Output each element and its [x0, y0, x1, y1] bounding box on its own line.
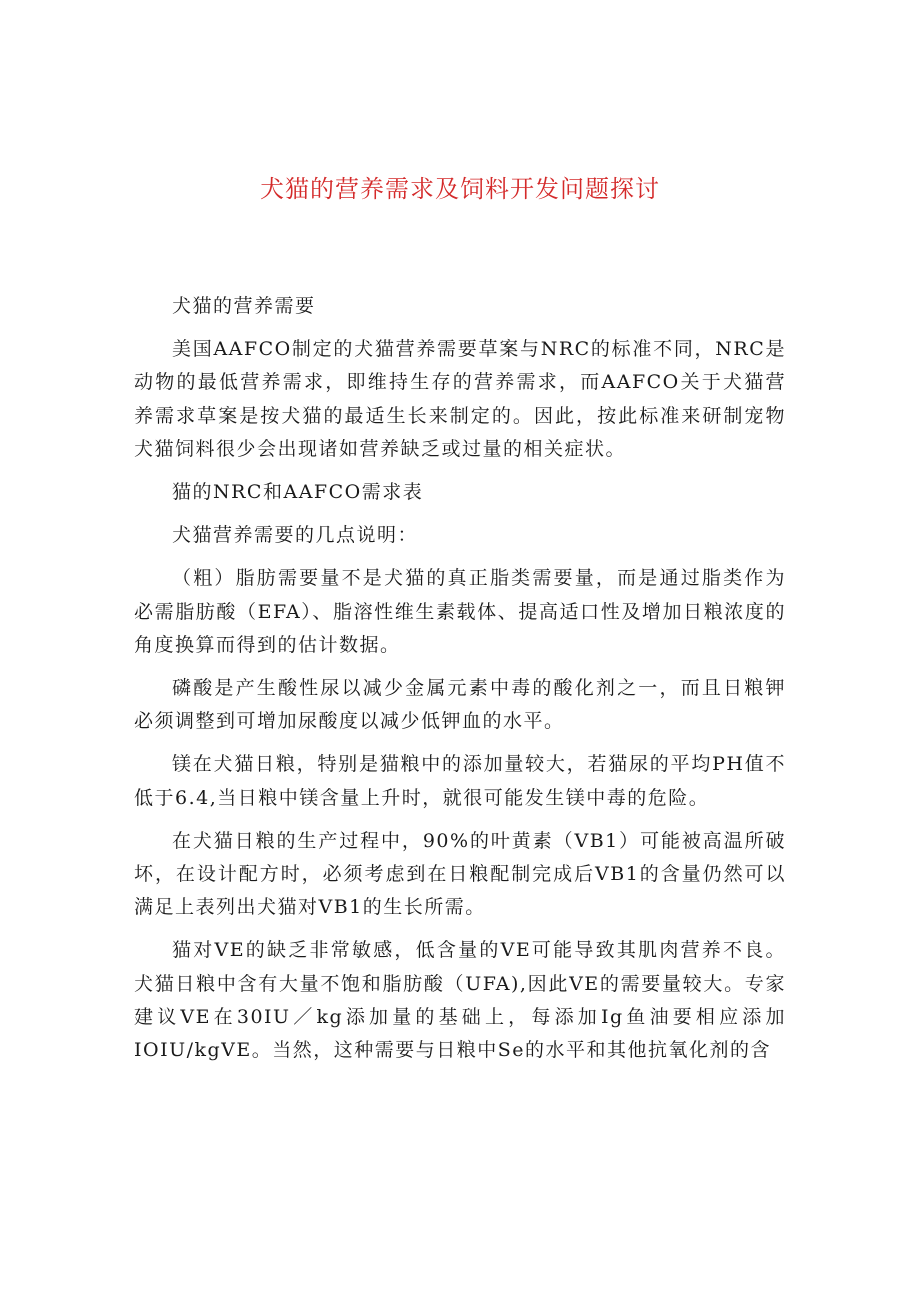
paragraph-ve: 猫对VE的缺乏非常敏感，低含量的VE可能导致其肌肉营养不良。犬猫日粮中含有大量不饱和脂肪酸（UFA),因此VE的需要量较大。专家建议VE在30IU／kg添加量的基础上，每添加Ig鱼油要相应添加IOIU/kgVE。当然，这种需要与日粮中Se的水平和其他抗氧化剂的含 [134, 939, 786, 1062]
paragraph-table-caption: 猫的NRC和AAFCO需求表 [172, 481, 424, 504]
paragraph-section-heading: 犬猫的营养需要 [172, 295, 316, 317]
document-body [134, 290, 786, 1077]
paragraph-notes-heading: 犬猫营养需要的几点说明： [172, 524, 419, 547]
paragraph-magnesium: 镁在犬猫日粮，特别是猫粮中的添加量较大，若猫尿的平均PH值不低于6.4,当日粮中镁含量上升时，就很可能发生镁中毒的危险。 [134, 753, 786, 809]
document-title: 犬猫的营养需求及饲料开发问题探讨 [260, 175, 660, 203]
paragraph-phosphoric-acid: 磷酸是产生酸性尿以减少金属元素中毒的酸化剂之一，而且日粮钾必须调整到可增加尿酸度以减少低钾血的水平。 [134, 677, 786, 733]
paragraph-fat: （粗）脂肪需要量不是犬猫的真正脂类需要量，而是通过脂类作为必需脂肪酸（EFA）、脂溶性维生素载体、提高适口性及增加日粮浓度的角度换算而得到的估计数据。 [134, 567, 786, 656]
paragraph-vb1: 在犬猫日粮的生产过程中，90%的叶黄素（VB1）可能被高温所破坏，在设计配方时，必须考虑到在日粮配制完成后VB1的含量仍然可以满足上表列出犬猫对VB1的生长所需。 [134, 829, 786, 919]
paragraph-aafco-nrc: 美国AAFCO制定的犬猫营养需要草案与NRC的标准不同，NRC是动物的最低营养需求，即维持生存的营养需求，而AAFCO关于犬猫营养需求草案是按犬猫的最适生长来制定的。因此，按此标准来研制宠物犬猫饲料很少会出现诸如营养缺乏或过量的相关症状。 [134, 338, 786, 460]
